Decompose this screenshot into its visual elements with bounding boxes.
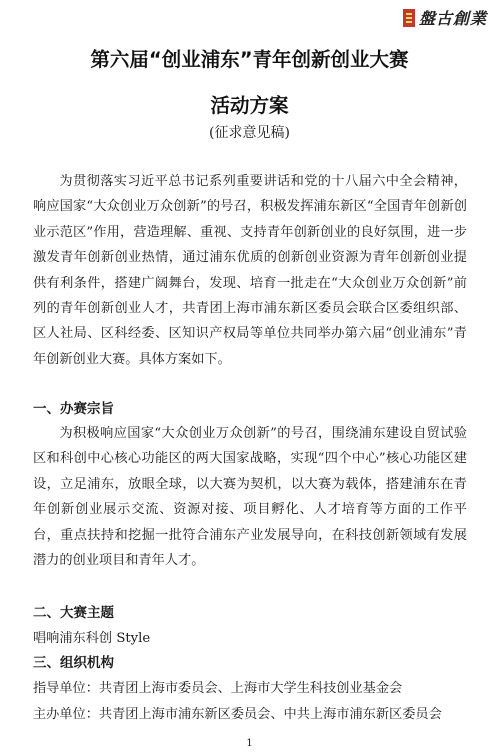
theme-text: 唱响浦东科创 Style xyxy=(33,631,151,646)
logo-text: 盤古創業 xyxy=(418,9,487,28)
document-title-line2: 活动方案 xyxy=(210,94,289,117)
document-subtitle: (征求意见稿) xyxy=(209,125,290,141)
section-heading-purpose: 一、办赛宗旨 xyxy=(33,401,114,417)
intro-paragraph: 为贯彻落实习近平总书记系列重要讲话和党的十八届六中全会精神，响应国家“大众创业万众创新”的号召，积极发挥浦东新区“全国青年创新创业示范区”作用，营造理解、重视、支持青年创新创业的良好氛围，进一步激发青年创新创业热情，通过浦东优质的创新创业资源为青年创新创业提供有利条件，搭建广阔舞台，发现、培育一批走在“大众创业万众创新”前列的青年创新创业人才，共青团上海市浦东新区委员会联合区委组织部、区人社局、区科经委、区知识产权局等单位共同举办第六届“创业浦东”青年创新创业大赛。具体方案如下。 xyxy=(33,174,467,367)
logo xyxy=(403,6,487,29)
document-title: 第六届“创业浦东”青年创新创业大赛 xyxy=(90,48,409,71)
section-heading-theme: 二、大赛主题 xyxy=(33,605,114,621)
organization-host-line: 主办单位：共青团上海市浦东新区委员会、中共上海市浦东新区委员会 xyxy=(33,707,442,722)
logo-mark-icon xyxy=(403,9,415,27)
organization-guidance-line: 指导单位：共青团上海市委员会、上海市大学生科技创业基金会 xyxy=(33,681,403,696)
section-heading-organization: 三、组织机构 xyxy=(33,655,114,671)
page-number: 1 xyxy=(246,738,253,749)
purpose-paragraph: 为积极响应国家“大众创业万众创新”的号召，围绕浦东建设自贸试验区和科创中心核心功能区的两大国家战略，实现“四个中心”核心功能区建设，立足浦东，放眼全球，以大赛为契机，以大赛为载体，搭建浦东在青年创新创业展示交流、资源对接、项目孵化、人才培育等方面的工作平台，重点扶持和挖掘一批符合浦东产业发展导向，在科技创新领域有发展潜力的创业项目和青年人才。 xyxy=(33,426,467,569)
